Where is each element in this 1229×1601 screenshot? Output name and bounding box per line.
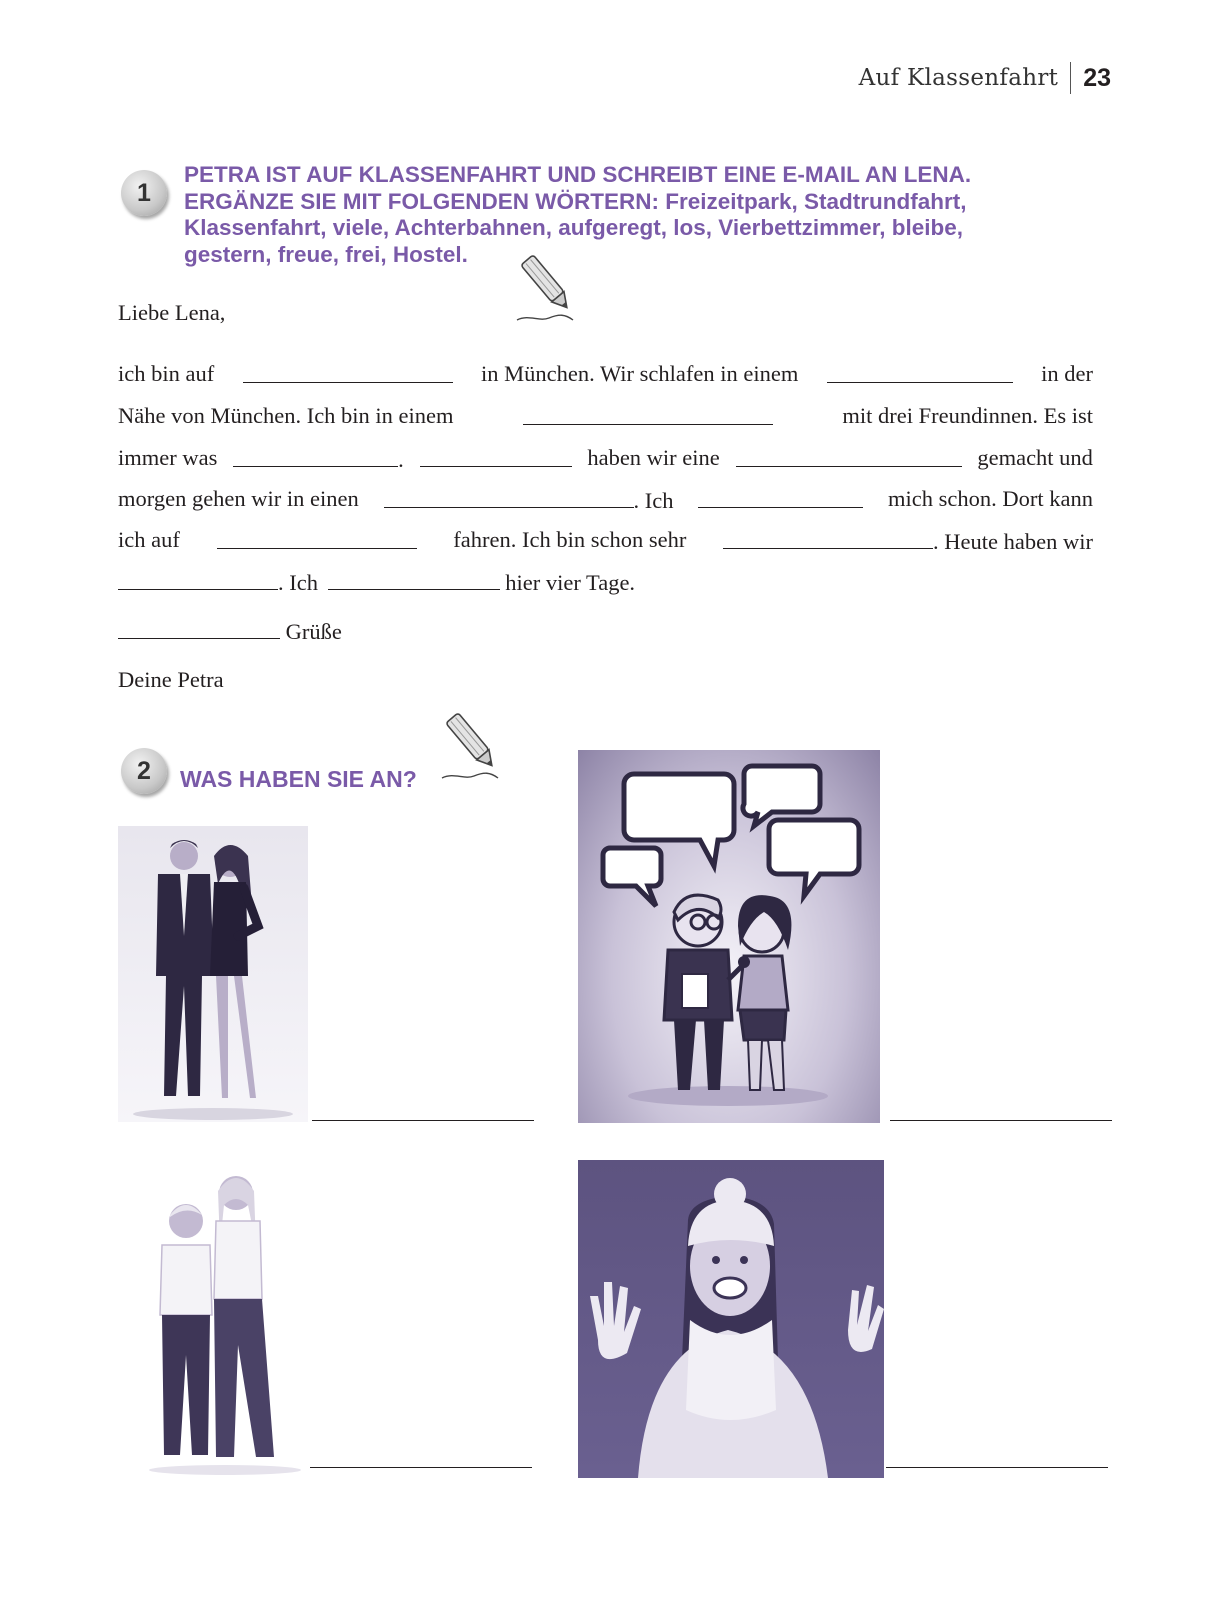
chapter-title: Auf Klassenfahrt — [858, 65, 1059, 91]
pencil-icon — [515, 250, 585, 328]
blank-field[interactable] — [698, 485, 863, 508]
exercise-1-badge: 1 — [121, 170, 167, 216]
text-segment: gemacht und — [977, 445, 1093, 470]
instruction-line: ERGÄNZE SIE MIT FOLGENDEN WÖRTERN: Freizeitpark, Stadtrundfahrt, — [184, 188, 967, 214]
email-line-2 — [118, 402, 1093, 430]
text-segment: morgen gehen wir in einen — [118, 486, 359, 511]
exercise-1-instruction — [184, 162, 1114, 268]
email-signature: Deine Petra — [118, 667, 224, 692]
blank-field[interactable] — [827, 360, 1013, 383]
blank-field[interactable] — [723, 526, 933, 549]
answer-line[interactable] — [310, 1467, 532, 1468]
answer-line[interactable] — [312, 1120, 534, 1121]
email-line-6 — [118, 567, 1093, 597]
email-line-4 — [118, 485, 1093, 515]
text-segment: immer was — [118, 445, 218, 470]
text-segment: ich auf — [118, 527, 180, 552]
blank-field[interactable] — [118, 567, 278, 590]
text-segment: in München. Wir schlafen in einem — [481, 361, 799, 386]
answer-line[interactable] — [890, 1120, 1112, 1121]
blank-field[interactable] — [243, 360, 453, 383]
pencil-icon — [440, 708, 510, 786]
instruction-line: Klassenfahrt, viele, Achterbahnen, aufgeregt, los, Vierbettzimmer, bleibe, — [184, 215, 963, 240]
page-number: 23 — [1083, 63, 1111, 92]
text-segment: Nähe von München. Ich bin in einem — [118, 403, 454, 428]
email-greeting: Liebe Lena, — [118, 300, 226, 325]
text-segment: hier vier Tage. — [505, 570, 636, 595]
exercise-2-instruction: WAS HABEN SIE AN? — [180, 766, 417, 792]
text-segment: in der — [1041, 361, 1093, 386]
blank-field[interactable] — [384, 485, 634, 508]
text-segment: . Ich — [633, 488, 674, 513]
winter-woman-photo-icon — [578, 1160, 884, 1478]
answer-line[interactable] — [886, 1467, 1108, 1468]
blank-field[interactable] — [523, 402, 773, 425]
text-segment: . Ich — [278, 570, 318, 595]
email-line-1 — [118, 360, 1093, 388]
reporter-cartoon-icon — [578, 750, 880, 1123]
email-closing-line — [118, 616, 1093, 646]
blank-field[interactable] — [233, 444, 398, 467]
instruction-line: PETRA IST AUF KLASSENFAHRT UND SCHREIBT EINE E-MAIL AN LENA. — [184, 162, 972, 187]
blank-field[interactable] — [736, 444, 962, 467]
text-segment: haben wir eine — [587, 445, 720, 470]
blank-field[interactable] — [420, 444, 572, 467]
email-line-3 — [118, 444, 1093, 474]
text-segment: fahren. Ich bin schon sehr — [453, 527, 687, 552]
exercise-2-badge: 2 — [121, 748, 167, 794]
blank-field[interactable] — [328, 567, 500, 590]
instruction-line: gestern, freue, frei, Hostel. — [184, 241, 468, 267]
text-segment: . Heute haben wir — [933, 529, 1093, 554]
text-segment: . — [398, 447, 404, 472]
blank-field[interactable] — [118, 616, 280, 639]
text-segment: mich schon. Dort kann — [888, 486, 1093, 511]
email-line-5 — [118, 526, 1093, 556]
children-photo-icon — [140, 1165, 310, 1477]
text-segment: ich bin auf — [118, 361, 215, 386]
couple-photo-icon — [118, 826, 308, 1122]
running-head — [859, 62, 1111, 94]
email-closing: Grüße — [285, 619, 342, 644]
header-divider — [1070, 62, 1071, 94]
blank-field[interactable] — [217, 526, 417, 549]
text-segment: mit drei Freundinnen. Es ist — [842, 403, 1093, 428]
